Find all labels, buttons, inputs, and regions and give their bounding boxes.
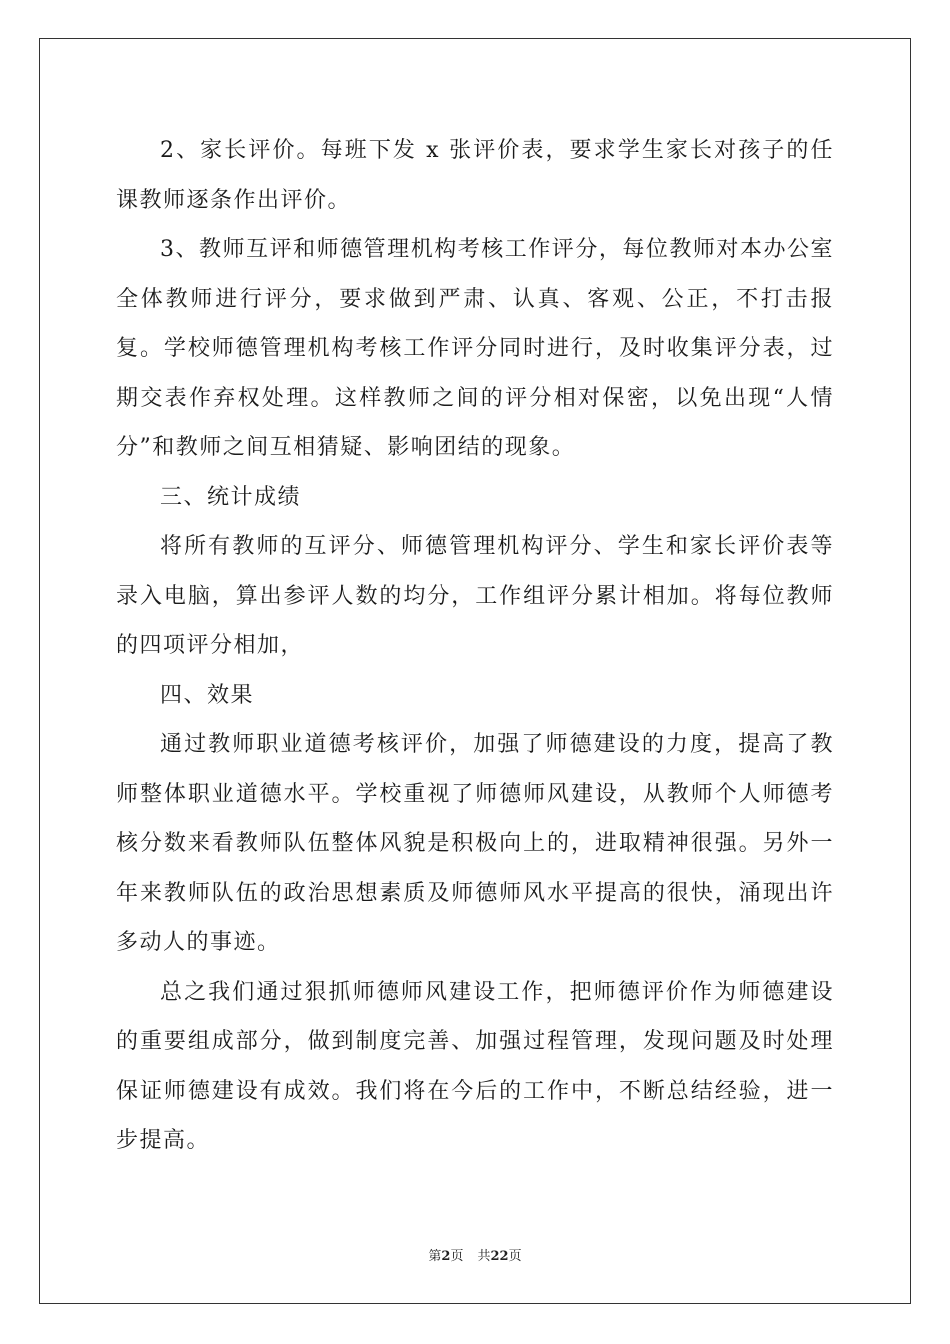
heading-statistics: 三、统计成绩	[160, 484, 302, 510]
paragraph-peer-evaluation: 3、教师互评和师德管理机构考核工作评分，每位教师对本办公室全体教师进行评分，要求做到严肃、认真、客观、公正，不打击报复。学校师德管理机构考核工作评分同时进行，及时收集评分表，过期交表作弃权处理。这样教师之间的评分相对保密，以免出现“人情分”和教师之间互相猜疑、影响团结的现象。	[116, 237, 834, 460]
footer-total-prefix: 共	[477, 1249, 491, 1264]
paragraph-parent-evaluation: 2、家长评价。每班下发 x 张评价表，要求学生家长对孩子的任课教师逐条作出评价。	[116, 138, 834, 213]
footer-total-suffix: 页	[508, 1249, 522, 1264]
current-page-number: 2	[441, 1249, 451, 1264]
page-footer	[0, 1248, 950, 1266]
paragraph-statistics: 将所有教师的互评分、师德管理机构评分、学生和家长评价表等录入电脑，算出参评人数的均分，工作组评分累计相加。将每位教师的四项评分相加，	[116, 534, 834, 658]
paragraph-conclusion: 总之我们通过狠抓师德师风建设工作，把师德评价作为师德建设的重要组成部分，做到制度完善、加强过程管理，发现问题及时处理保证师德建设有成效。我们将在今后的工作中，不断总结经验，进一步提高。	[116, 979, 834, 1153]
footer-prefix: 第	[428, 1249, 442, 1264]
heading-effect: 四、效果	[160, 682, 255, 708]
paragraph-effect: 通过教师职业道德考核评价，加强了师德建设的力度，提高了教师整体职业道德水平。学校重视了师德师风建设，从教师个人师德考核分数来看教师队伍整体风貌是积极向上的，进取精神很强。另外一年来教师队伍的政治思想素质及师德师风水平提高的很快，涌现出许多动人的事迹。	[116, 732, 834, 955]
footer-page-suffix: 页	[450, 1249, 464, 1264]
document-body	[116, 126, 834, 1166]
total-page-number: 22	[490, 1249, 509, 1264]
